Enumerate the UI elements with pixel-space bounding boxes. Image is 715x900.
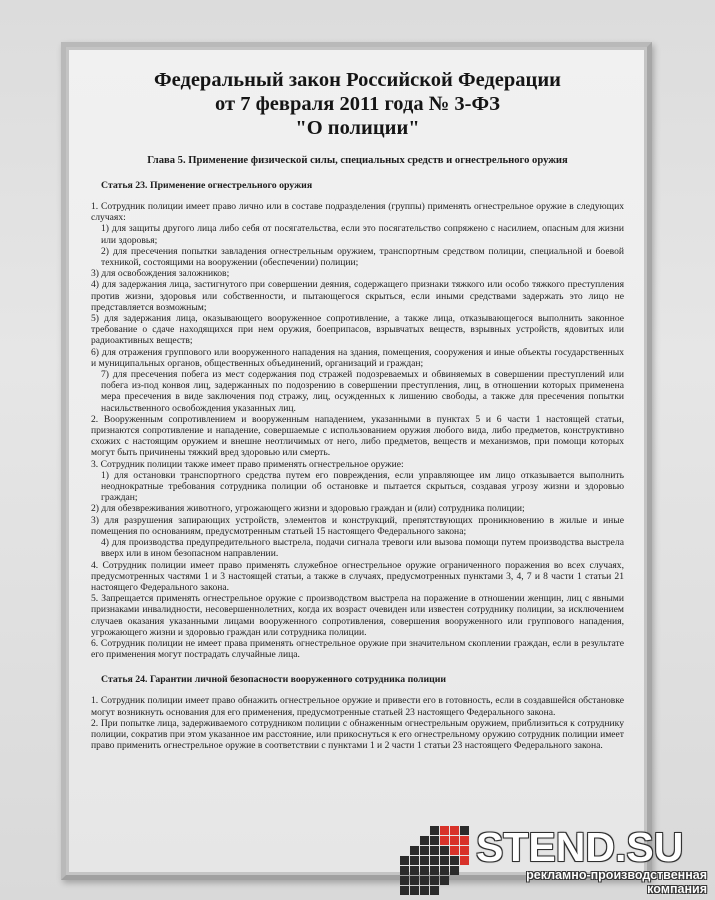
title-line-1: Федеральный закон Российской Федерации	[154, 69, 561, 91]
article-paragraph: 7) для пресечения побега из мест содержания под стражей подозреваемых и обвиняемых в совершении преступлений или побега из-под конвоя лиц, задержанных по подозрению в совершении преступления, лиц, в отношении которых применена мера пресечения в виде заключения под стражу, лиц, осужденных к лишению свободы, а также для пресечения попытки насильственного освобождения указанных лиц.	[101, 369, 624, 414]
logo-square	[440, 846, 449, 855]
logo-square	[450, 826, 459, 835]
logo-square	[440, 826, 449, 835]
article-paragraph: 2. При попытке лица, задерживаемого сотрудником полиции с обнаженным огнестрельным оружием, приблизиться к сотруднику полиции, сократив при этом указанное им расстояние, или прикоснуться к его огнестрельному оружию сотрудник полиции имеет право применить огнестрельное оружие в соответствии с пунктами 1 и 2 части 1 статьи 23 настоящего Федерального закона.	[91, 717, 624, 752]
logo-square	[450, 836, 459, 845]
article-paragraph: 2) для обезвреживания животного, угрожающего жизни и здоровью граждан и (или) сотрудника полиции;	[91, 503, 525, 515]
logo-square	[460, 846, 469, 855]
logo-square	[400, 856, 409, 865]
logo-square	[420, 856, 429, 865]
article-paragraph: 4) для производства предупредительного выстрела, подачи сигнала тревоги или вызова помощи путем производства выстрела вверх или в ином безопасном направлении.	[101, 537, 624, 560]
poster-sheet	[69, 50, 644, 872]
logo-square	[440, 866, 449, 875]
logo-square	[430, 886, 439, 895]
logo-square	[440, 836, 449, 845]
logo-square	[410, 846, 419, 855]
logo-square	[400, 876, 409, 885]
logo-square	[430, 846, 439, 855]
logo-square	[420, 876, 429, 885]
article-paragraph: 4. Сотрудник полиции имеет право применять служебное огнестрельное оружие ограниченного поражения во всех случаях, предусмотренных частями 1 и 3 настоящей статьи, а также в случаях, предусмотренных пунктами 3, 4, 7 и 8 части 1 статьи 21 настоящего Федерального закона.	[91, 559, 624, 593]
article-paragraph: 2) для пресечения попытки завладения огнестрельным оружием, транспортным средством полиции, специальной и боевой техникой, состоящими на вооружении (обеспечении) полиции;	[101, 245, 624, 269]
logo-square	[400, 866, 409, 875]
article-24-body	[91, 695, 624, 751]
logo-square	[450, 856, 459, 865]
article-paragraph: 2. Вооруженным сопротивлением и вооруженным нападением, указанными в пунктах 5 и 6 части 1 настоящей статьи, признаются сопротивление и нападение, совершаемые с использованием оружия любого вида, либо предметов, конструктивно схожих с настоящим оружием и внешне неотличимых от него, либо предметов, веществ и механизмов, при помощи которых могут быть причинены тяжкий вред здоровью или смерть.	[91, 413, 624, 459]
logo-square	[440, 856, 449, 865]
article-paragraph: 1) для остановки транспортного средства путем его повреждения, если управляющее им лицо отказывается выполнить неоднократные требования сотрудника полиции об остановке и пытается скрыться, создавая угрозу жизни и здоровью граждан;	[101, 469, 624, 504]
watermark-tagline-2: компания	[647, 882, 707, 896]
poster-title	[91, 68, 624, 140]
logo-squares-icon	[400, 826, 470, 896]
article-paragraph: 3) для освобождения заложников;	[91, 268, 230, 280]
logo-square	[430, 866, 439, 875]
logo-square	[450, 866, 459, 875]
article-paragraph: 3) для разрушения запирающих устройств, элементов и конструкций, препятствующих проникновению в жилые и иные помещения по основаниям, предусмотренным статьей 15 настоящего Федерального закона;	[91, 514, 624, 537]
title-line-3: "О полиции"	[295, 117, 420, 139]
logo-square	[410, 876, 419, 885]
logo-square	[420, 846, 429, 855]
logo-square	[460, 856, 469, 865]
logo-square	[430, 826, 439, 835]
logo-square	[420, 886, 429, 895]
logo-square	[410, 856, 419, 865]
logo-square	[460, 836, 469, 845]
article-paragraph: 6) для отражения группового или вооруженного нападения на здания, помещения, сооружения и иные объекты государственных и муниципальных органов, общественных объединений, организаций и граждан;	[91, 346, 624, 369]
logo-square	[410, 866, 419, 875]
logo-square	[430, 876, 439, 885]
poster-frame	[61, 42, 652, 880]
logo-square	[420, 836, 429, 845]
stend-watermark	[396, 822, 715, 900]
article-23-heading: Статья 23. Применение огнестрельного оружия	[101, 180, 313, 191]
article-paragraph: 1. Сотрудник полиции имеет право лично или в составе подразделения (группы) применять огнестрельное оружие в следующих случаях:	[91, 201, 624, 224]
logo-square	[440, 876, 449, 885]
logo-square	[400, 886, 409, 895]
logo-square	[450, 846, 459, 855]
article-paragraph: 4) для задержания лица, застигнутого при совершении деяния, содержащего признаки тяжкого или особо тяжкого преступления против жизни, здоровья или собственности, и пытающегося скрыться, если иными средствами задержать это лицо не представляется возможным;	[91, 279, 624, 313]
article-paragraph: 3. Сотрудник полиции также имеет право применять огнестрельное оружие:	[91, 458, 404, 470]
article-paragraph: 1. Сотрудник полиции имеет право обнажить огнестрельное оружие и привести его в готовность, если в создавшейся обстановке могут возникнуть основания для его применения, предусмотренные статьей 23 настоящего Федерального закона.	[91, 695, 624, 718]
article-paragraph: 5. Запрещается применять огнестрельное оружие с производством выстрела на поражение в отношении женщин, лиц с явными признаками инвалидности, несовершеннолетних, когда их возраст очевиден или известен сотруднику полиции, за исключением случаев оказания указанными лицами вооруженного сопротивления, совершения вооруженного или группового нападения, угрожающего жизни и здоровью граждан или сотрудника полиции.	[91, 593, 624, 638]
article-paragraph: 5) для задержания лица, оказывающего вооруженное сопротивление, а также лица, отказывающегося выполнить законное требование о сдаче находящихся при нем оружия, боеприпасов, взрывчатых веществ, взрывных устройств, ядовитых или радиоактивных веществ;	[91, 313, 624, 347]
logo-square	[430, 856, 439, 865]
article-23-body	[91, 201, 624, 660]
article-24-heading: Статья 24. Гарантии личной безопасности вооруженного сотрудника полиции	[101, 674, 447, 686]
watermark-tagline-1: рекламно-производственная	[526, 868, 707, 882]
logo-square	[410, 886, 419, 895]
logo-square	[430, 836, 439, 845]
article-paragraph: 1) для защиты другого лица либо себя от посягательства, если это посягательство сопряжено с насилием, опасным для жизни или здоровья;	[101, 223, 624, 246]
watermark-brand: STEND.SU	[476, 824, 684, 870]
title-line-2: от 7 февраля 2011 года № 3-ФЗ	[215, 93, 500, 115]
logo-square	[420, 866, 429, 875]
article-paragraph: 6. Сотрудник полиции не имеет права применять огнестрельное оружие при значительном скоплении граждан, если в результате его применения могут пострадать случайные лица.	[91, 637, 624, 661]
chapter-heading: Глава 5. Применение физической силы, специальных средств и огнестрельного оружия	[147, 155, 568, 166]
logo-square	[460, 826, 469, 835]
